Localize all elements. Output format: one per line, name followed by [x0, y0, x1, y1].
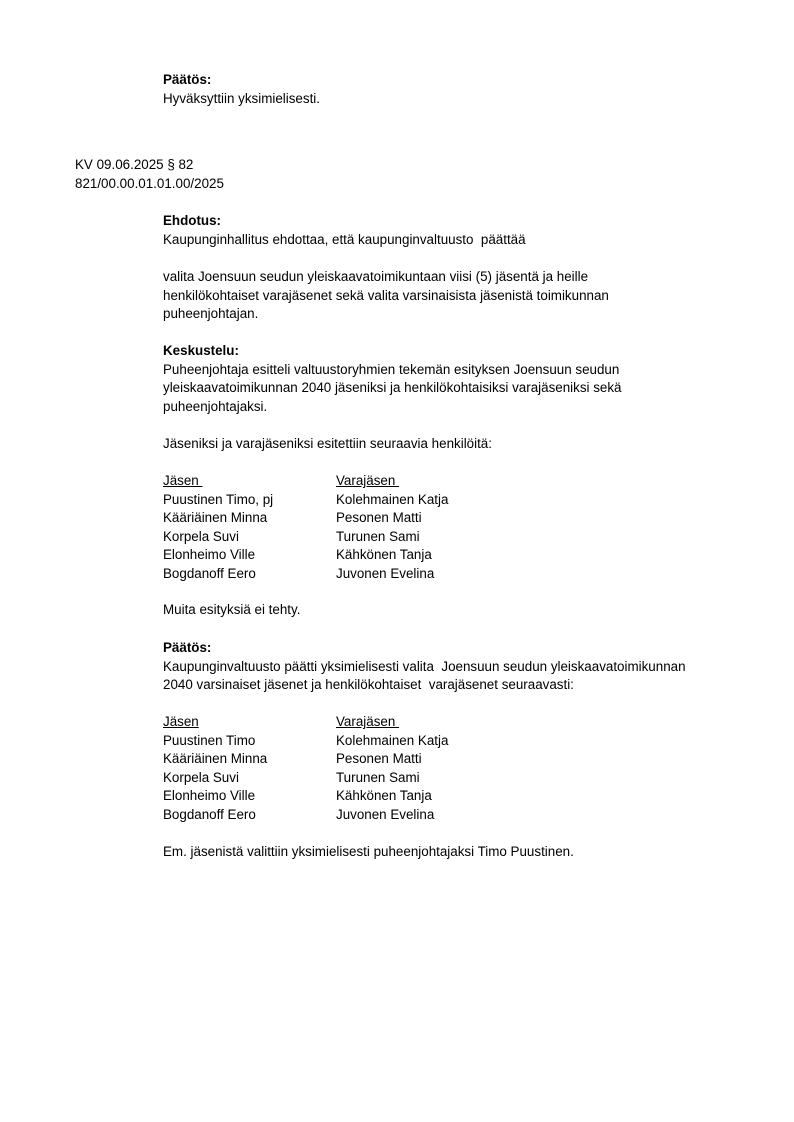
elected-member: Puustinen Timo — [163, 732, 256, 748]
proposal-intro: Kaupunginhallitus ehdottaa, että kaupunginvaltuusto päättää — [163, 231, 526, 247]
nominee-deputy: Turunen Sami — [336, 528, 420, 544]
elected-deputy: Juvonen Evelina — [336, 806, 435, 822]
proposal-line: puheenjohtajan. — [163, 306, 259, 321]
chair-election — [163, 843, 753, 862]
proposal-section — [163, 212, 753, 249]
elected-deputy: Turunen Sami — [336, 769, 420, 785]
elected-table — [163, 713, 753, 824]
nominee-member: Bogdanoff Eero — [163, 565, 256, 581]
meeting-reference-line-2: 821/00.00.01.01.00/2025 — [75, 175, 224, 191]
nominee-member: Kääriäinen Minna — [163, 510, 268, 525]
elected-deputy: Kolehmainen Katja — [336, 732, 449, 748]
nominee-deputy: Kähkönen Tanja — [336, 547, 432, 562]
discussion-presented — [163, 435, 753, 454]
nominee-deputy: Kolehmainen Katja — [336, 491, 449, 507]
elected-member: Elonheimo Ville — [163, 788, 256, 803]
decision-2-line: Kaupunginvaltuusto päätti yksimielisesti valita Joensuun seudun yleiskaavatoimikunnan — [163, 658, 686, 674]
decision-2 — [163, 639, 753, 695]
nominee-deputy: Juvonen Evelina — [336, 565, 435, 581]
nominees-header-deputy: Varajäsen — [336, 473, 400, 488]
discussion-section — [163, 342, 753, 416]
elected-member: Bogdanoff Eero — [163, 806, 256, 822]
decision-1-text: Hyväksyttiin yksimielisesti. — [163, 90, 320, 106]
nominee-member: Elonheimo Ville — [163, 547, 256, 562]
elected-member: Kääriäinen Minna — [163, 751, 268, 766]
elected-deputy: Kähkönen Tanja — [336, 788, 432, 803]
proposal-line: valita Joensuun seudun yleiskaavatoimikuntaan viisi (5) jäsentä ja heille — [163, 269, 589, 284]
discussion-line: puheenjohtajaksi. — [163, 398, 268, 414]
decision-2-line: 2040 varsinaiset jäsenet ja henkilökohtaiset varajäsenet seuraavasti: — [163, 677, 574, 692]
decision-1-heading: Päätös: — [163, 72, 212, 87]
nominees-header-member: Jäsen — [163, 473, 203, 488]
proposal-line: henkilökohtaiset varajäsenet sekä valita varsinaisista jäsenistä toimikunnan — [163, 287, 609, 303]
discussion-heading: Keskustelu: — [163, 343, 239, 358]
elected-header-member: Jäsen — [163, 714, 199, 729]
discussion-line: yleiskaavatoimikunnan 2040 jäseniksi ja henkilökohtaisiksi varajäseniksi sekä — [163, 380, 622, 395]
nominee-member: Puustinen Timo, pj — [163, 491, 274, 507]
discussion-presented-text: Jäseniksi ja varajäseniksi esitettiin seuraavia henkilöitä: — [163, 436, 492, 451]
proposal-body — [163, 268, 753, 324]
nominee-deputy: Pesonen Matti — [336, 510, 422, 525]
discussion-line: Puheenjohtaja esitteli valtuustoryhmien tekemän esityksen Joensuun seudun — [163, 361, 620, 377]
meeting-reference — [75, 156, 224, 193]
nominee-member: Korpela Suvi — [163, 528, 239, 544]
elected-deputy: Pesonen Matti — [336, 751, 422, 766]
no-other-proposals-text: Muita esityksiä ei tehty. — [163, 602, 301, 617]
decision-2-heading: Päätös: — [163, 640, 212, 655]
proposal-heading: Ehdotus: — [163, 213, 222, 228]
decision-1 — [163, 71, 753, 108]
chair-election-text: Em. jäsenistä valittiin yksimielisesti puheenjohtajaksi Timo Puustinen. — [163, 844, 574, 859]
meeting-reference-line-1: KV 09.06.2025 § 82 — [75, 157, 194, 172]
no-other-proposals — [163, 601, 753, 620]
elected-header-deputy: Varajäsen — [336, 714, 400, 729]
nominees-table — [163, 472, 753, 583]
elected-member: Korpela Suvi — [163, 769, 239, 785]
